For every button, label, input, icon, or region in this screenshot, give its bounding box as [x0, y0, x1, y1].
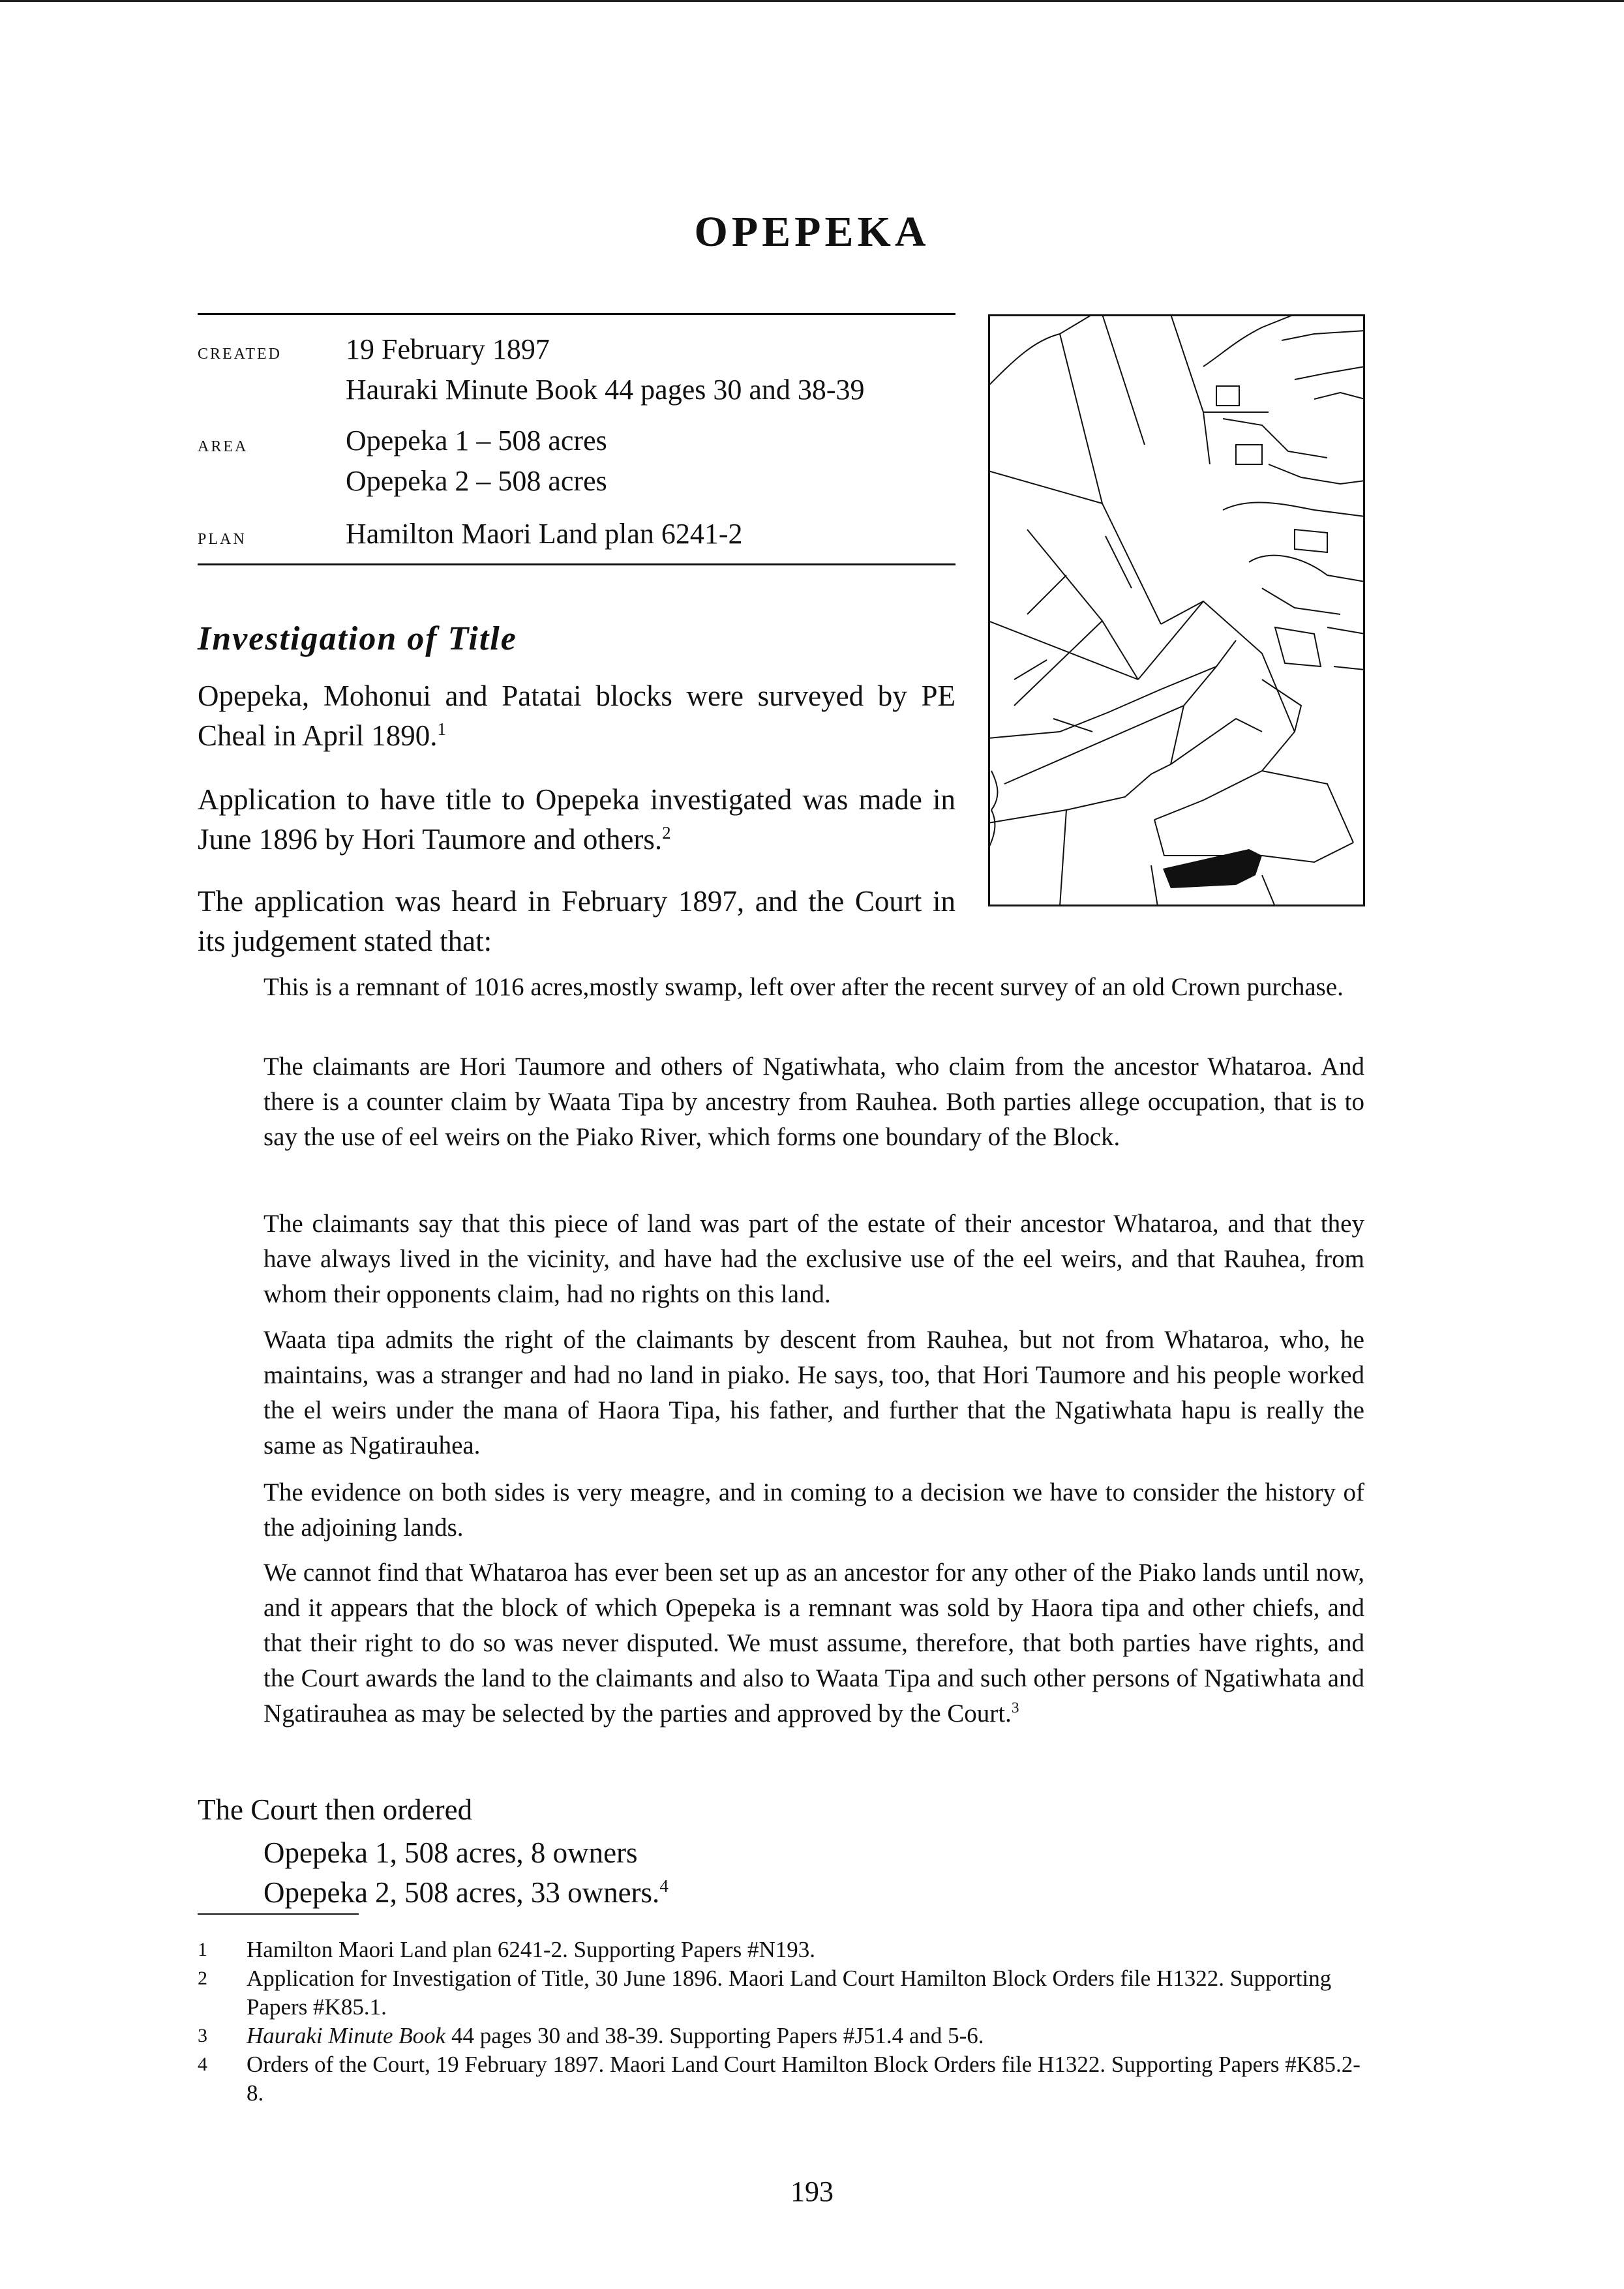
footnote-item — [198, 1964, 1365, 2022]
meta-bottom-rule — [198, 563, 955, 565]
quote-paragraph-3: The claimants say that this piece of land was part of the estate of their ancestor Whataroa, and that they have always lived in the vicinity, and have had the exclusive use of the eel weirs, and that Rauhea, from whom their opponents claim, had no rights on this land. — [263, 1210, 1364, 1308]
order-line-1: Opepeka 1, 508 acres, 8 owners — [263, 1836, 638, 1869]
page-title: OPEPEKA — [694, 208, 930, 256]
footnote-text: Hamilton Maori Land plan 6241-2. Supporting Papers #N193. — [247, 1937, 815, 1962]
footnotes — [198, 1936, 1365, 2108]
footnote-ref-3: 3 — [1011, 1699, 1019, 1716]
footnote-item — [198, 2050, 1365, 2108]
paragraph-hearing: The application was heard in February 1897, and the Court in its judgement stated that: — [198, 885, 955, 957]
footnote-ref-4: 4 — [659, 1876, 669, 1896]
area-line-1: Opepeka 1 – 508 acres — [346, 425, 607, 456]
plan-label: plan — [198, 525, 247, 549]
location-map — [988, 314, 1365, 906]
footnote-item — [198, 1936, 1365, 1964]
paragraph-application: Application to have title to Opepeka investigated was made in June 1896 by Hori Taumore and others.$^2$ — [198, 783, 955, 856]
created-date: 19 February 1897 — [346, 333, 550, 365]
quote-paragraph-2: The claimants are Hori Taumore and others of Ngatiwhata, who claim from the ancestor Whataroa. And there is a counter claim by Waata Tipa by ancestry from Rauhea. Both parties allege occupation, that is to say the use of eel weirs on the Piako River, which forms one boundary of the Block. — [263, 1053, 1364, 1151]
quote-paragraph-4: Waata tipa admits the right of the claimants by descent from Rauhea, but not from Whataroa, who, he maintains, was a stranger and had no land in piako. He says, too, that Hori Taumore and his people worked the el weirs under the mana of Haora Tipa, his father, and further that the Ngatiwhata hapu is really the same as Ngatirauhea. — [263, 1326, 1364, 1459]
paragraph-survey: Opepeka, Mohonui and Patatai blocks were surveyed by PE Cheal in April 1890.$^1$ — [198, 680, 955, 752]
footnote-number: 4 — [198, 2054, 207, 2075]
created-value — [346, 329, 865, 410]
footnote-text: Orders of the Court, 19 February 1897. Maori Land Court Hamilton Block Orders file H1322. Supporting Papers #K85.2-8. — [247, 2052, 1361, 2106]
section-heading: Investigation of Title — [198, 620, 517, 657]
footnote-text: Hauraki Minute Book 44 pages 30 and 38-39. Supporting Papers #J51.4 and 5-6. — [247, 2023, 984, 2048]
page-number: 193 — [790, 2176, 834, 2207]
footnote-rule — [198, 1913, 359, 1915]
area-line-2: Opepeka 2 – 508 acres — [346, 465, 607, 497]
quote-paragraph-6: We cannot find that Whataroa has ever been set up as an ancestor for any other of the Piako lands until now, and it appears that the block of which Opepeka is a remnant was sold by Haora tipa and other chiefs, and that their right to do so was never disputed. We must assume, therefore, that both parties have rights, and the Court awards the land to the claimants and also to Waata Tipa and such other persons of Ngatiwhata and Ngatirauhea as may be selected by the parties and approved by the Court.$^3$ — [263, 1559, 1364, 1728]
footnote-text: Application for Investigation of Title, 30 June 1896. Maori Land Court Hamilton Block Orders file H1322. Supporting Papers #K85.1. — [247, 1966, 1332, 2020]
area-value — [346, 421, 607, 501]
footnote-number: 3 — [198, 2025, 207, 2046]
top-border-rule — [0, 0, 1624, 2]
order-line-2: Opepeka 2, 508 acres, 33 owners.$^4$ — [263, 1876, 669, 1909]
quote-paragraph-5: The evidence on both sides is very meagre, and in coming to a decision we have to consider the history of the adjoining lands. — [263, 1478, 1364, 1542]
footnote-number: 1 — [198, 1939, 207, 1960]
plan-value: Hamilton Maori Land plan 6241-2 — [346, 518, 743, 550]
quote-paragraph-1: This is a remnant of 1016 acres,mostly swamp, left over after the recent survey of an old Crown purchase. — [263, 973, 1344, 1001]
created-minute-book: Hauraki Minute Book 44 pages 30 and 38-39 — [346, 374, 865, 406]
meta-top-rule — [198, 313, 955, 315]
area-label: area — [198, 432, 248, 456]
orders-intro: The Court then ordered — [198, 1793, 473, 1826]
footnote-ref-1: 1 — [437, 719, 446, 739]
footnote-italic-title: Hauraki Minute Book — [247, 2023, 446, 2048]
footnote-number: 2 — [198, 1967, 207, 1989]
created-label: created — [198, 340, 282, 364]
footnote-ref-2: 2 — [662, 823, 671, 843]
footnote-item — [198, 2022, 1365, 2050]
